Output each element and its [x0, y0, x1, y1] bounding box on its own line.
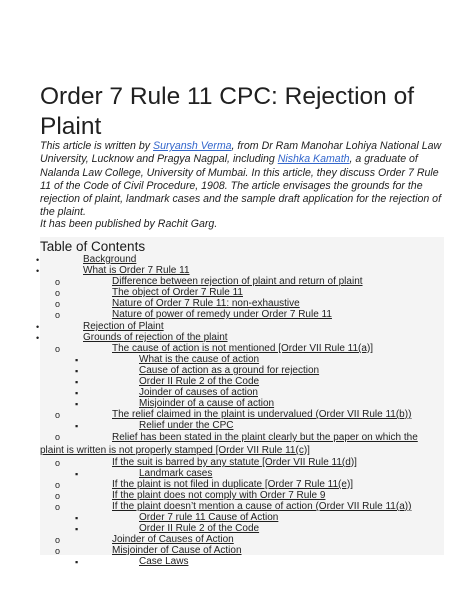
toc-heading: Table of Contents [40, 239, 146, 254]
toc-item[interactable]: Misjoinder of a cause of action [139, 398, 275, 409]
intro-text-2: , from Dr Ram Manohar Lohiya National Law University, Lucknow and Pragya Nagpal, including [40, 140, 442, 166]
toc-item[interactable]: What is the cause of action [139, 354, 260, 365]
toc-bullet: • [36, 266, 40, 276]
toc-bullet: ▪ [75, 469, 79, 479]
toc-bullet: • [36, 322, 40, 332]
toc-item[interactable]: If the suit is barred by any statute [Order VII Rule 11(d)] [112, 457, 357, 468]
toc-item[interactable]: Order II Rule 2 of the Code [139, 376, 260, 387]
toc-bullet: ▪ [75, 366, 79, 376]
toc-item[interactable]: Grounds of rejection of the plaint [83, 332, 228, 343]
toc-bullet: ▪ [75, 557, 79, 567]
toc-bullet: ▪ [75, 388, 79, 398]
toc-bullet: ▪ [75, 399, 79, 409]
toc-bullet: o [55, 546, 61, 556]
toc-bullet: o [55, 344, 61, 354]
intro-paragraph [40, 140, 452, 220]
toc-item[interactable]: Order 7 rule 11 Cause of Action [139, 512, 279, 523]
toc-bullet: • [36, 255, 40, 265]
toc-bullet: ▪ [75, 355, 79, 365]
toc-bullet: o [55, 502, 61, 512]
toc-bullet: • [36, 333, 40, 343]
toc-item[interactable]: The relief claimed in the plaint is undervalued (Order VII Rule 11(b)) [112, 409, 412, 420]
toc-item[interactable]: What is Order 7 Rule 11 [83, 265, 190, 276]
toc-bullet: ▪ [75, 524, 79, 534]
toc-item[interactable]: Difference between rejection of plaint and return of plaint [112, 276, 363, 287]
toc-item[interactable]: Landmark cases [139, 468, 213, 479]
published-by: It has been published by Rachit Garg. [40, 218, 218, 230]
toc-bullet: o [55, 277, 61, 287]
page-title: Order 7 Rule 11 CPC: Rejection of Plaint [40, 83, 415, 140]
toc-bullet: ▪ [75, 377, 79, 387]
toc-item[interactable]: Cause of action as a ground for rejection [139, 365, 320, 376]
toc-bullet: ▪ [75, 421, 79, 431]
author-link-suryansh[interactable]: Suryansh Verma [153, 140, 232, 152]
toc-item[interactable]: If the plaint is not filed in duplicate [Order 7 Rule 11(e)] [112, 479, 354, 490]
toc-item[interactable]: If the plaint doesn’t mention a cause of action (Order VII Rule 11(a)) [112, 501, 412, 512]
toc-item[interactable]: Background [83, 254, 137, 265]
toc-item[interactable]: If the plaint does not comply with Order 7 Rule 9 [112, 490, 326, 501]
toc-item[interactable]: The object of Order 7 Rule 11 [112, 287, 243, 298]
toc-item[interactable]: Nature of Order 7 Rule 11: non-exhaustive [112, 298, 300, 309]
table-of-contents [36, 237, 444, 567]
toc-item[interactable]: Misjoinder of Cause of Action [112, 545, 242, 556]
toc-bullet: o [55, 310, 61, 320]
toc-item[interactable]: Order II Rule 2 of the Code [139, 523, 260, 534]
author-link-nishka[interactable]: Nishka Kamath [277, 153, 350, 166]
toc-item[interactable]: Relief has been stated in the plaint clearly but the paper on which the plaint is written is not properly stamped [Order VII Rule 11(c)] [40, 432, 418, 456]
toc-item[interactable]: Joinder of Causes of Action [112, 534, 234, 545]
toc-item[interactable]: Case Laws [139, 556, 189, 567]
intro-text-3: , a graduate of Nalanda Law College, University of Mumbai. In this article, they discuss Order 7 Rule 11 of the Code of Civil Procedure, 1908. The article envisages the grounds for the rejection of plaint, landmark cases and the sample draft application for the rejection of the plaint. [40, 153, 442, 219]
toc-item[interactable]: Nature of power of remedy under Order 7 Rule 11 [112, 309, 332, 320]
toc-bullet: o [55, 299, 61, 309]
toc-bullet: o [55, 410, 61, 420]
toc-bullet: o [55, 480, 61, 490]
toc-bullet: o [55, 432, 61, 442]
toc-item[interactable]: The cause of action is not mentioned [Order VII Rule 11(a)] [112, 343, 374, 354]
toc-item[interactable]: Relief under the CPC [139, 420, 234, 431]
toc-bullet: o [55, 491, 61, 501]
toc-bullet: o [55, 288, 61, 298]
toc-item[interactable]: Joinder of causes of action [139, 387, 258, 398]
toc-item[interactable]: Rejection of Plaint [83, 321, 164, 332]
intro-text-1: This article is written by [40, 140, 154, 152]
toc-bullet: o [55, 458, 61, 468]
toc-bullet: ▪ [75, 513, 79, 523]
toc-bullet: o [55, 535, 61, 545]
